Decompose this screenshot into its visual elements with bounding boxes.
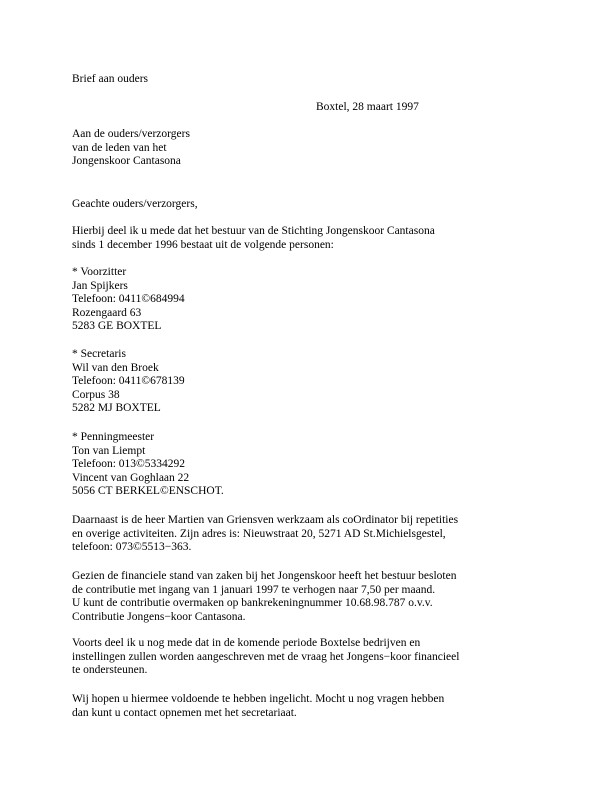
paragraph-line: telefoon: 073©5513−363. bbox=[72, 541, 192, 554]
board-name: Wil van den Broek bbox=[72, 361, 159, 374]
board-phone: Telefoon: 013©5334292 bbox=[72, 458, 186, 471]
closing-paragraph bbox=[72, 693, 444, 720]
paragraph-line: te ondersteunen. bbox=[72, 664, 148, 677]
addressee-line: van de leden van het bbox=[72, 141, 167, 154]
addressee-line: Aan de ouders/verzorgers bbox=[72, 128, 190, 140]
paragraph-line: Hierbij deel ik u mede dat het bestuur van de Stichting Jongenskoor Cantasona bbox=[72, 225, 435, 237]
paragraph-line: Gezien de financiele stand van zaken bij het Jongenskoor heeft het bestuur besloten bbox=[72, 570, 457, 582]
date-line: Boxtel, 28 maart 1997 bbox=[316, 101, 419, 113]
paragraph-line: Contributie Jongens−koor Cantasona. bbox=[72, 610, 246, 623]
paragraph-line: de contributie met ingang van 1 januari 1997 te verhogen naar 7,50 per maand. bbox=[72, 583, 436, 596]
board-street: Vincent van Goghlaan 22 bbox=[72, 471, 190, 484]
board-phone: Telefoon: 0411©684994 bbox=[72, 293, 185, 306]
board-member-chair bbox=[72, 266, 185, 334]
paragraph-line: Daarnaast is de heer Martien van Griensven werkzaam als coOrdinator bij repetities bbox=[72, 514, 459, 526]
paragraph-line: instellingen zullen worden aangeschreven met de vraag het Jongens−koor financieel bbox=[72, 650, 460, 663]
board-role: * Penningmeester bbox=[72, 431, 155, 443]
board-role: * Secretaris bbox=[72, 348, 126, 360]
letter-heading: Brief aan ouders bbox=[72, 73, 148, 85]
salutation: Geachte ouders/verzorgers, bbox=[72, 198, 198, 210]
board-member-secretary bbox=[72, 348, 185, 416]
board-name: Ton van Liempt bbox=[72, 444, 146, 457]
board-city: 5283 GE BOXTEL bbox=[72, 320, 162, 333]
paragraph-line: en overige activiteiten. Zijn adres is: Nieuwstraat 20, 5271 AD St.Michielsgestel, bbox=[72, 527, 446, 540]
board-role: * Voorzitter bbox=[72, 266, 127, 278]
finance-paragraph bbox=[72, 570, 456, 624]
paragraph-line: sinds 1 december 1996 bestaat uit de volgende personen: bbox=[72, 238, 334, 251]
board-phone: Telefoon: 0411©678139 bbox=[72, 375, 185, 388]
paragraph-line: Voorts deel ik u nog mede dat in de komende periode Boxtelse bedrijven en bbox=[72, 637, 421, 649]
board-city: 5056 CT BERKEL©ENSCHOT. bbox=[72, 485, 224, 498]
board-name: Jan Spijkers bbox=[72, 279, 128, 292]
paragraph-line: Wij hopen u hiermee voldoende te hebben ingelicht. Mocht u nog vragen hebben bbox=[72, 693, 445, 705]
board-city: 5282 MJ BOXTEL bbox=[72, 402, 161, 415]
board-member-treasurer bbox=[72, 431, 224, 499]
coordinator-paragraph bbox=[72, 514, 458, 555]
addressee-block bbox=[72, 128, 190, 169]
addressee-line: Jongenskoor Cantasona bbox=[72, 155, 181, 168]
board-street: Rozengaard 63 bbox=[72, 306, 142, 319]
intro-paragraph bbox=[72, 225, 435, 252]
companies-paragraph bbox=[72, 637, 459, 678]
board-street: Corpus 38 bbox=[72, 388, 120, 401]
paragraph-line: dan kunt u contact opnemen met het secretariaat. bbox=[72, 706, 297, 719]
paragraph-line: U kunt de contributie overmaken op bankrekeningnummer 10.68.98.787 o.v.v. bbox=[72, 597, 433, 610]
